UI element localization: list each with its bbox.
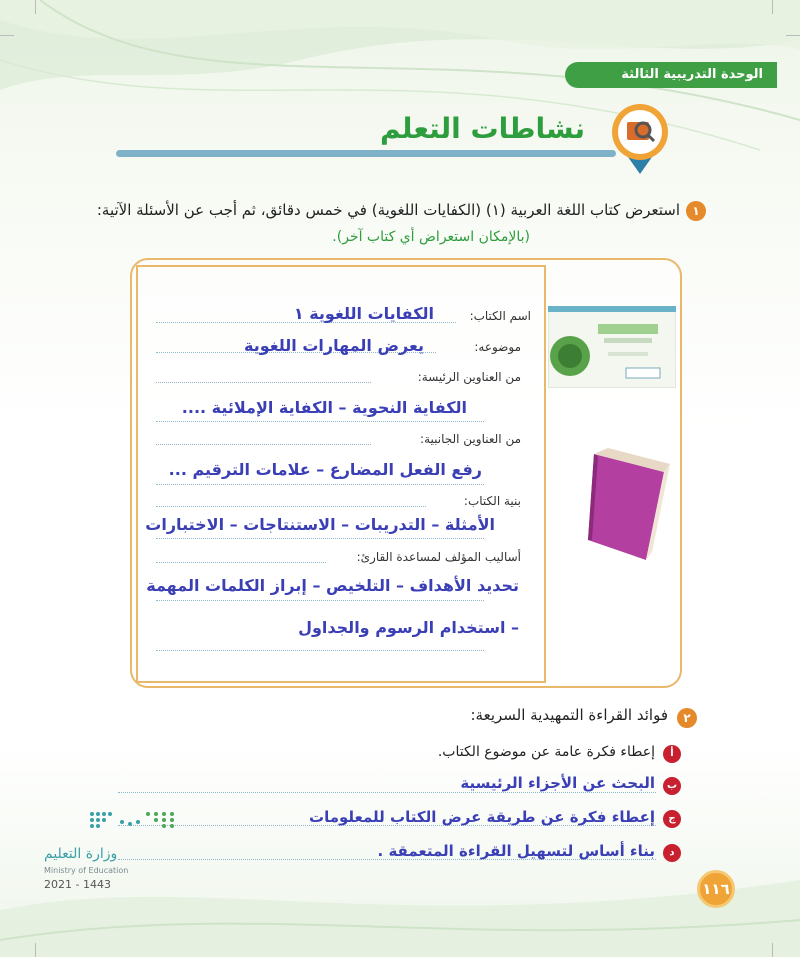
field-label-book-structure: بنية الكتاب: [463, 494, 521, 508]
item-d-text: بناء أساس لتسهيل القراءة المتعمقة . [377, 842, 655, 860]
crop-mark [0, 35, 14, 36]
answer-author-methods: تحديد الأهداف – التلخيص – إبراز الكلمات المهمة [146, 576, 519, 595]
answer-book-name: الكفايات اللغوية ١ [293, 304, 434, 323]
answer-main-headings: الكفاية النحوية – الكفاية الإملائية .... [181, 398, 467, 417]
answer-line [156, 421, 484, 422]
field-label-author-methods: أساليب المؤلف لمساعدة القارئ: [356, 550, 521, 564]
question-2-text: فوائد القراءة التمهيدية السريعة: [470, 706, 668, 724]
item-a-text: إعطاء فكرة عامة عن موضوع الكتاب. [437, 744, 655, 760]
answer-line [156, 506, 426, 507]
question-1-number: ١ [686, 201, 706, 221]
item-marker-c: ج [663, 810, 681, 828]
item-c-text: إعطاء فكرة عن طريقة عرض الكتاب للمعلومات [309, 808, 655, 826]
answer-line [156, 484, 484, 485]
field-label-main-headings: من العناوين الرئيسة: [417, 370, 521, 384]
crop-mark [772, 0, 773, 14]
answer-line [156, 562, 326, 563]
field-label-topic: موضوعه: [474, 340, 521, 354]
item-marker-b: ب [663, 777, 681, 795]
answer-line [156, 600, 484, 601]
crop-mark [35, 0, 36, 14]
crop-mark [772, 943, 773, 957]
ministry-name-arabic: وزارة التعليم [44, 846, 118, 862]
answer-line [118, 792, 656, 793]
answer-line [156, 444, 371, 445]
magnifier-book-icon [598, 100, 682, 176]
crop-mark [35, 943, 36, 957]
field-label-side-headings: من العناوين الجانبية: [420, 432, 521, 446]
question-2-number: ٢ [677, 708, 697, 728]
page-number: ١١٦ [697, 870, 735, 908]
answer-topic: يعرض المهارات اللغوية [243, 336, 424, 355]
item-b-text: البحث عن الأجزاء الرئيسية [460, 774, 655, 792]
ministry-name-english: Ministry of Education [44, 866, 129, 875]
field-label-book-name: اسم الكتاب: [469, 309, 531, 323]
unit-label: الوحدة التدريبية الثالثة [565, 62, 777, 88]
title-underline [116, 150, 616, 157]
answer-side-headings: رفع الفعل المضارع – علامات الترقيم ... [168, 460, 482, 479]
answer-author-methods-line2: – استخدام الرسوم والجداول [298, 618, 519, 637]
arabic-book-cover-image [548, 306, 676, 388]
ministry-logo-icon [86, 806, 182, 836]
item-marker-a: أ [663, 745, 681, 763]
edition-year: 2021 - 1443 [44, 878, 111, 891]
question-1-note: (بالإمكان استعراض أي كتاب آخر). [332, 229, 530, 245]
crop-mark [786, 35, 800, 36]
item-marker-d: د [663, 844, 681, 862]
answer-line [156, 538, 484, 539]
question-1-text: استعرض كتاب اللغة العربية (١) (الكفايات اللغوية) في خمس دقائق، ثم أجب عن الأسئلة الآتية: [96, 201, 680, 219]
answer-book-structure: الأمثلة – التدريبات – الاستنتاجات – الاختبارات [145, 515, 495, 534]
answer-line [156, 650, 484, 651]
answer-line [156, 382, 371, 383]
section-title: نشاطات التعلم [379, 112, 585, 145]
magenta-book-image [586, 446, 670, 564]
